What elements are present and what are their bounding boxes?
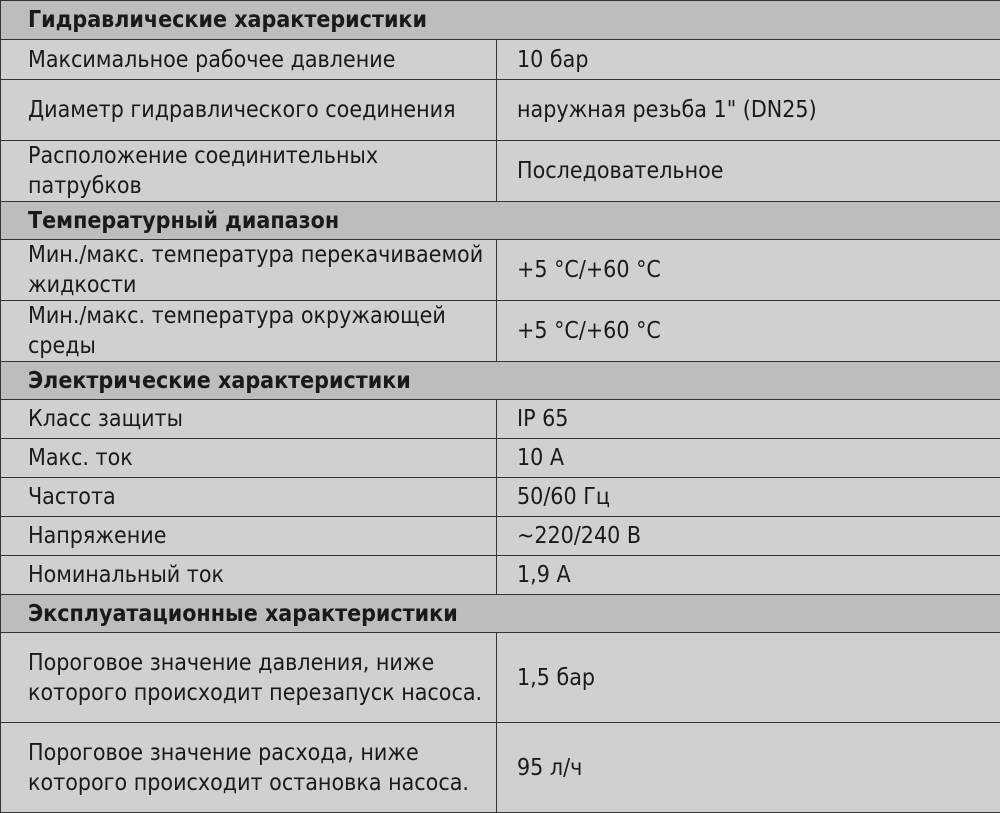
section-title: Эксплуатационные характеристики: [1, 595, 1000, 633]
row-value: 95 л/ч: [497, 723, 1000, 813]
table-row: [1, 633, 1000, 723]
row-value: +5 °C/+60 °C: [497, 240, 1000, 301]
row-label: Мин./макс. температура перекачиваемой жидкости: [1, 240, 497, 301]
row-label: Макс. ток: [1, 439, 497, 478]
table-row: [1, 517, 1000, 556]
row-value: наружная резьба 1" (DN25): [497, 80, 1000, 141]
table-row: [1, 141, 1000, 202]
row-value: 1,5 бар: [497, 633, 1000, 723]
table-row: [1, 478, 1000, 517]
row-label: Класс защиты: [1, 400, 497, 439]
row-value: 50/60 Гц: [497, 478, 1000, 517]
table-row: [1, 240, 1000, 301]
section-header-hydraulic: [1, 1, 1000, 40]
table-row: [1, 301, 1000, 362]
row-label: Диаметр гидравлического соединения: [1, 80, 497, 141]
table-row: [1, 723, 1000, 813]
section-header-electrical: [1, 362, 1000, 400]
section-title: Температурный диапазон: [1, 202, 1000, 240]
row-label: Номинальный ток: [1, 556, 497, 595]
section-title: Гидравлические характеристики: [1, 1, 1000, 40]
table-row: [1, 40, 1000, 80]
row-value: Последовательное: [497, 141, 1000, 202]
row-value: 1,9 А: [497, 556, 1000, 595]
table-row: [1, 556, 1000, 595]
section-header-temperature: [1, 202, 1000, 240]
row-value: 10 бар: [497, 40, 1000, 80]
row-label: Пороговое значение давления, ниже которого происходит перезапуск насоса.: [1, 633, 497, 723]
row-value: IP 65: [497, 400, 1000, 439]
row-label: Мин./макс. температура окружающей среды: [1, 301, 497, 362]
row-value: +5 °C/+60 °C: [497, 301, 1000, 362]
row-label: Расположение соединительных патрубков: [1, 141, 497, 202]
row-value: 10 A: [497, 439, 1000, 478]
row-label: Напряжение: [1, 517, 497, 556]
table-row: [1, 439, 1000, 478]
section-header-operational: [1, 595, 1000, 633]
row-label: Пороговое значение расхода, ниже которого происходит остановка насоса.: [1, 723, 497, 813]
table-row: [1, 80, 1000, 141]
table-row: [1, 400, 1000, 439]
row-value: ~220/240 В: [497, 517, 1000, 556]
section-title: Электрические характеристики: [1, 362, 1000, 400]
row-label: Частота: [1, 478, 497, 517]
row-label: Максимальное рабочее давление: [1, 40, 497, 80]
